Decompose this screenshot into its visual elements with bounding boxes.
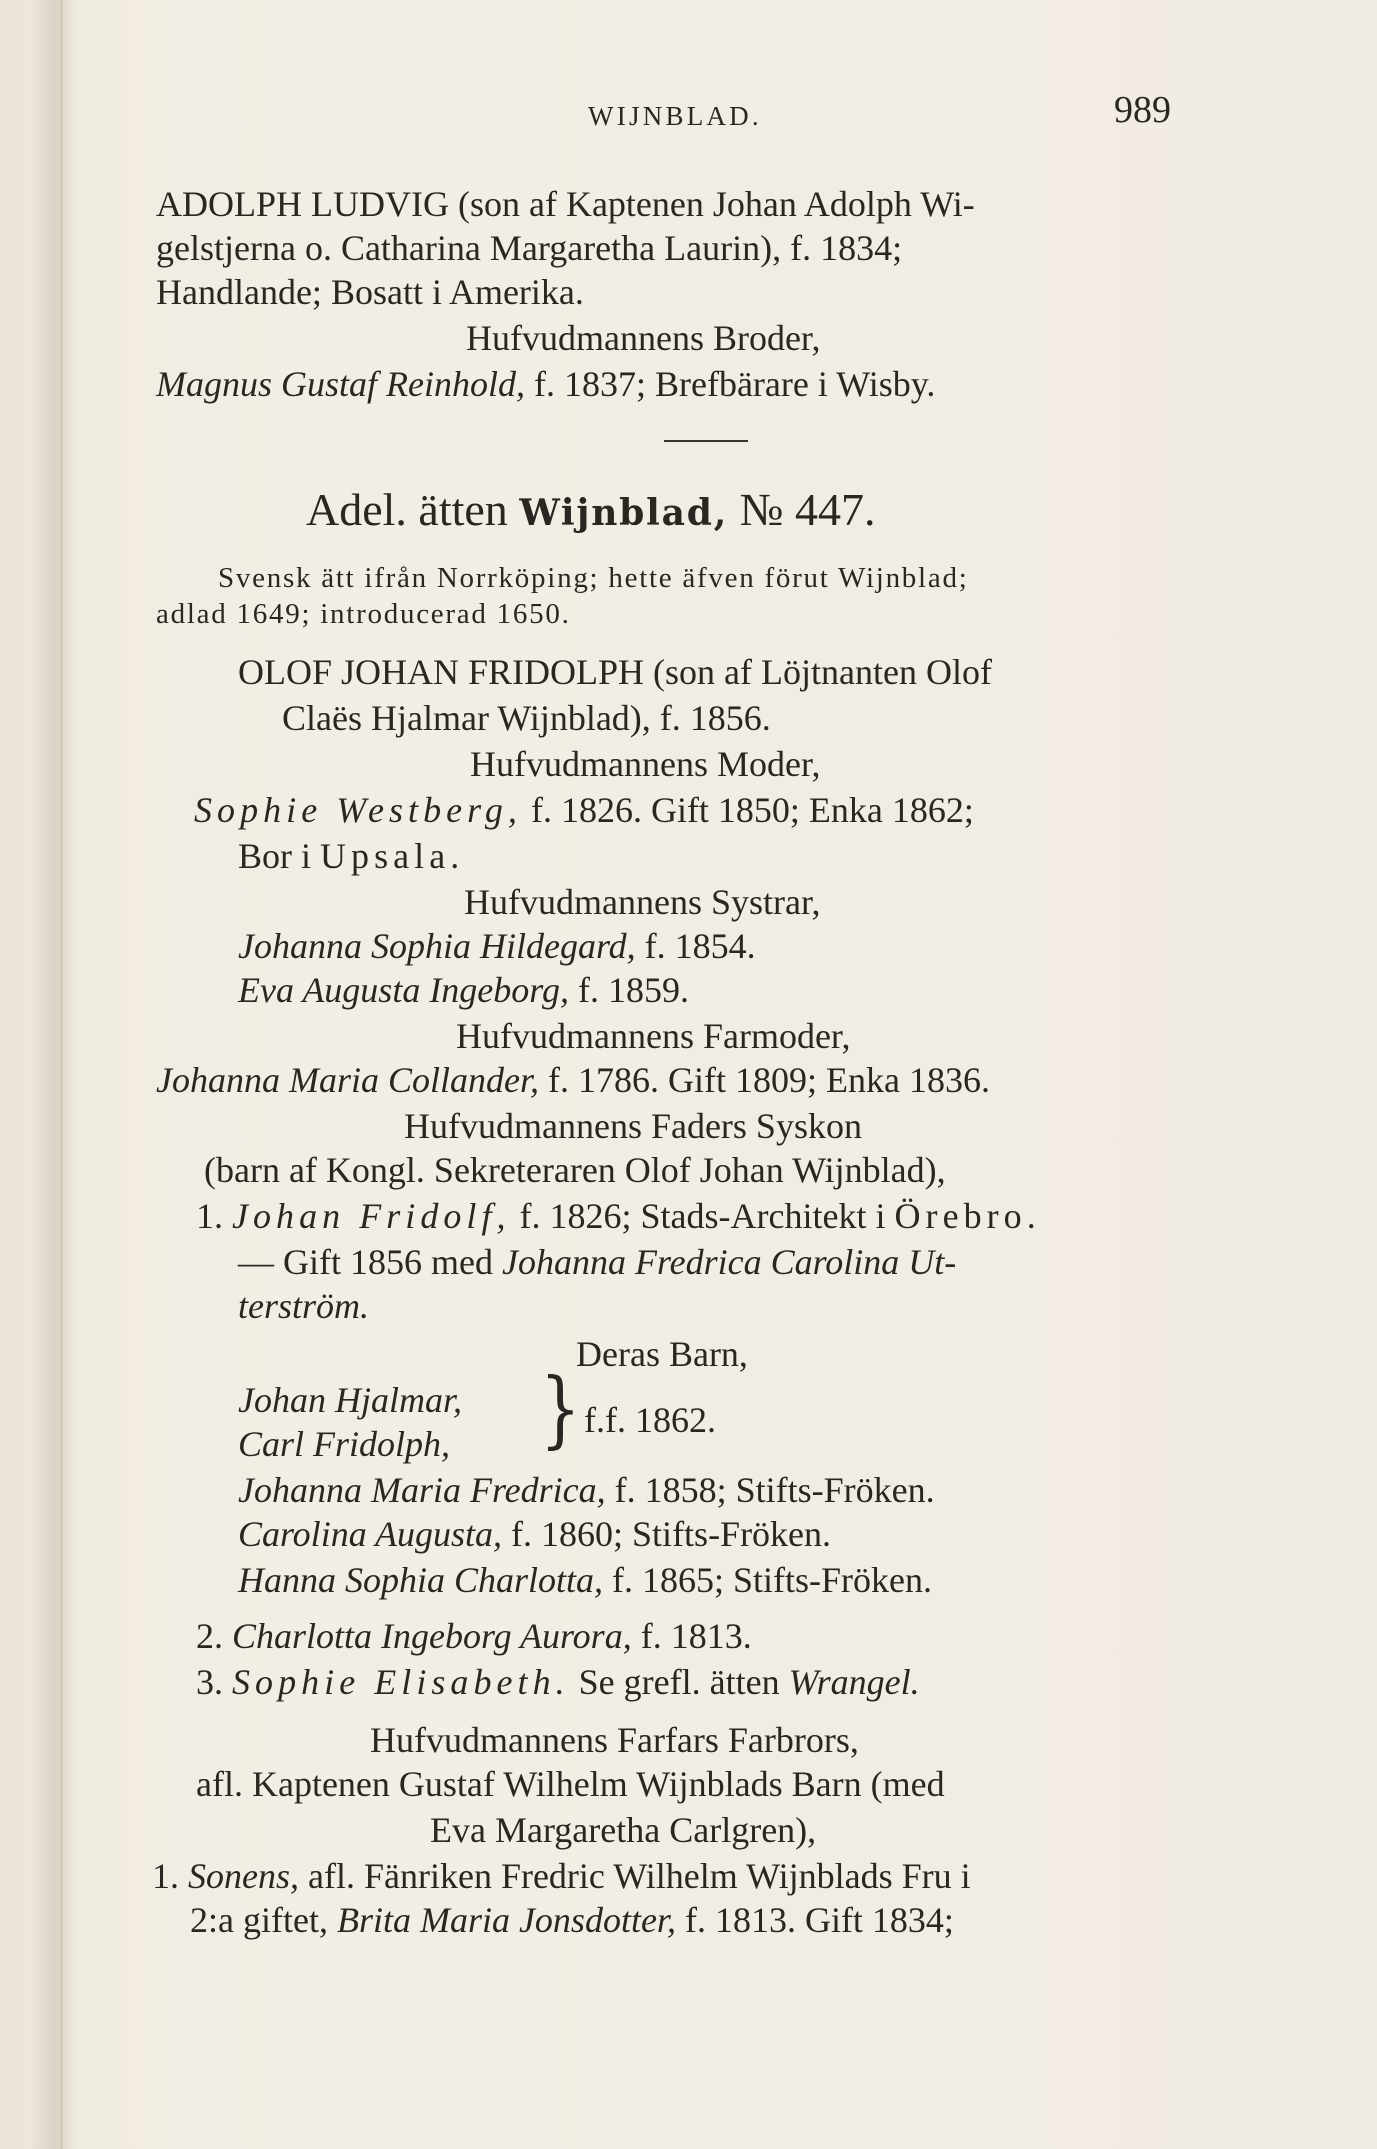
wife-name-part-1: Johanna Fredrica Carolina Ut- xyxy=(501,1242,957,1282)
mother-heading: Hufvudmannens Moder, xyxy=(470,744,821,784)
marriage-prefix: — Gift 1856 med xyxy=(238,1242,493,1282)
head-line-2: Claës Hjalmar Wijnblad), f. 1856. xyxy=(282,698,771,738)
child-johanna-maria xyxy=(238,1468,935,1512)
brother-details: f. 1837; Brefbärare i Wisby. xyxy=(533,364,936,404)
granduncle-heading: Hufvudmannens Farfars Farbrors, xyxy=(370,1720,859,1760)
mother-name: Sophie Westberg, xyxy=(194,790,522,830)
uncle-1 xyxy=(196,1194,1041,1238)
child-5-name: Hanna Sophia Charlotta, xyxy=(238,1560,604,1600)
child-johan-hjalmar: Johan Hjalmar, xyxy=(238,1380,462,1420)
uncle-1-number: 1. xyxy=(196,1196,223,1236)
aunt-3-number: 3. xyxy=(196,1662,223,1702)
page-gutter xyxy=(60,0,63,2149)
sister-2-year: f. 1859. xyxy=(577,970,689,1010)
granduncle-line-2: Eva Margaretha Carlgren), xyxy=(430,1810,817,1850)
gc-2-prefix: 2:a giftet, xyxy=(190,1900,328,1940)
entry-adolph-line-2: gelstjerna o. Catharina Margaretha Laurin), f. 1834; xyxy=(156,228,903,268)
sister-1-name: Johanna Sophia Hildegard, xyxy=(238,926,636,966)
section-intro-line-2: adlad 1649; introducerad 1650. xyxy=(156,598,571,630)
aunt-3-family-ref: Wrangel. xyxy=(788,1662,920,1702)
wife-name-part-2: terström. xyxy=(238,1286,370,1326)
child-4-name: Carolina Augusta, xyxy=(238,1514,503,1554)
sister-2-name: Eva Augusta Ingeborg, xyxy=(238,970,569,1010)
section-title xyxy=(306,482,875,541)
child-carolina-augusta xyxy=(238,1512,831,1556)
section-intro-line-1: Svensk ätt ifrån Norrköping; hette äfven förut Wijnblad; xyxy=(218,562,969,594)
twins-brace: } xyxy=(540,1361,581,1459)
entry-adolph-line-1: ADOLPH LUDVIG (son af Kaptenen Johan Adolph Wi- xyxy=(156,184,975,224)
child-hanna-sophia xyxy=(238,1558,932,1602)
child-4-details: f. 1860; Stifts-Fröken. xyxy=(511,1514,832,1554)
running-title: WIJNBLAD. xyxy=(588,101,762,131)
family-name: Wijnblad, xyxy=(519,492,729,534)
section-divider xyxy=(664,440,748,442)
child-3-details: f. 1858; Stifts-Fröken. xyxy=(614,1470,935,1510)
grandmother-heading: Hufvudmannens Farmoder, xyxy=(456,1016,851,1056)
residence-prefix: Bor i xyxy=(238,836,312,876)
section-title-prefix: Adel. ätten xyxy=(306,484,508,535)
sister-2 xyxy=(238,968,689,1012)
aunt-sophie xyxy=(196,1660,920,1704)
gc-2-name: Brita Maria Jonsdotter, xyxy=(336,1900,676,1940)
child-3-name: Johanna Maria Fredrica, xyxy=(238,1470,606,1510)
page-number: 989 xyxy=(1114,89,1171,131)
gc-2-details: f. 1813. Gift 1834; xyxy=(684,1900,954,1940)
aunt-2-name: Charlotta Ingeborg Aurora, xyxy=(232,1616,632,1656)
grandmother-details: f. 1786. Gift 1809; Enka 1836. xyxy=(548,1060,990,1100)
sister-1-year: f. 1854. xyxy=(644,926,756,966)
aunt-3-reference: Se grefl. ätten xyxy=(578,1662,780,1702)
gc-1-number: 1. xyxy=(152,1856,179,1896)
residence-city: Upsala. xyxy=(320,836,465,876)
gc-1-details: afl. Fänriken Fredric Wilhelm Wijnblads Fru i xyxy=(308,1856,971,1896)
uncle-1-name: Johan Fridolf, xyxy=(232,1196,511,1236)
mother-details: f. 1826. Gift 1850; Enka 1862; xyxy=(530,790,974,830)
grandmother-line xyxy=(156,1058,990,1102)
gc-1-word: Sonens, xyxy=(188,1856,299,1896)
uncles-subheading: (barn af Kongl. Sekreteraren Olof Johan Wijnblad), xyxy=(204,1150,946,1190)
granduncle-child-1 xyxy=(152,1854,971,1898)
aunt-2-number: 2. xyxy=(196,1616,223,1656)
sisters-heading: Hufvudmannens Systrar, xyxy=(464,882,821,922)
child-carl-fridolph: Carl Fridolph, xyxy=(238,1424,451,1464)
mother-residence xyxy=(238,834,464,878)
brother-name: Magnus Gustaf Reinhold, xyxy=(156,364,525,404)
mother-line xyxy=(194,788,974,832)
granduncle-child-1-cont xyxy=(190,1898,954,1942)
brother-line xyxy=(156,362,935,406)
sister-1 xyxy=(238,924,756,968)
child-5-details: f. 1865; Stifts-Fröken. xyxy=(612,1560,933,1600)
uncles-heading: Hufvudmannens Faders Syskon xyxy=(404,1106,862,1146)
entry-adolph-line-3: Handlande; Bosatt i Amerika. xyxy=(156,272,584,312)
uncle-1-details: f. 1826; Stads-Architekt i xyxy=(519,1196,886,1236)
granduncle-line-1: afl. Kaptenen Gustaf Wilhelm Wijnblads Barn (med xyxy=(196,1764,945,1804)
brother-heading: Hufvudmannens Broder, xyxy=(466,318,821,358)
head-line-1: OLOF JOHAN FRIDOLPH (son af Löjtnanten Olof xyxy=(238,652,992,692)
aunt-2-details: f. 1813. xyxy=(640,1616,752,1656)
uncle-1-city: Örebro. xyxy=(894,1196,1041,1236)
uncle-1-marriage xyxy=(238,1240,956,1284)
twins-year: f.f. 1862. xyxy=(584,1400,716,1440)
aunt-3-name: Sophie Elisabeth. xyxy=(232,1662,570,1702)
aunt-charlotta xyxy=(196,1614,752,1658)
section-number: № 447. xyxy=(739,484,876,535)
children-heading: Deras Barn, xyxy=(576,1334,748,1374)
grandmother-name: Johanna Maria Collander, xyxy=(156,1060,539,1100)
